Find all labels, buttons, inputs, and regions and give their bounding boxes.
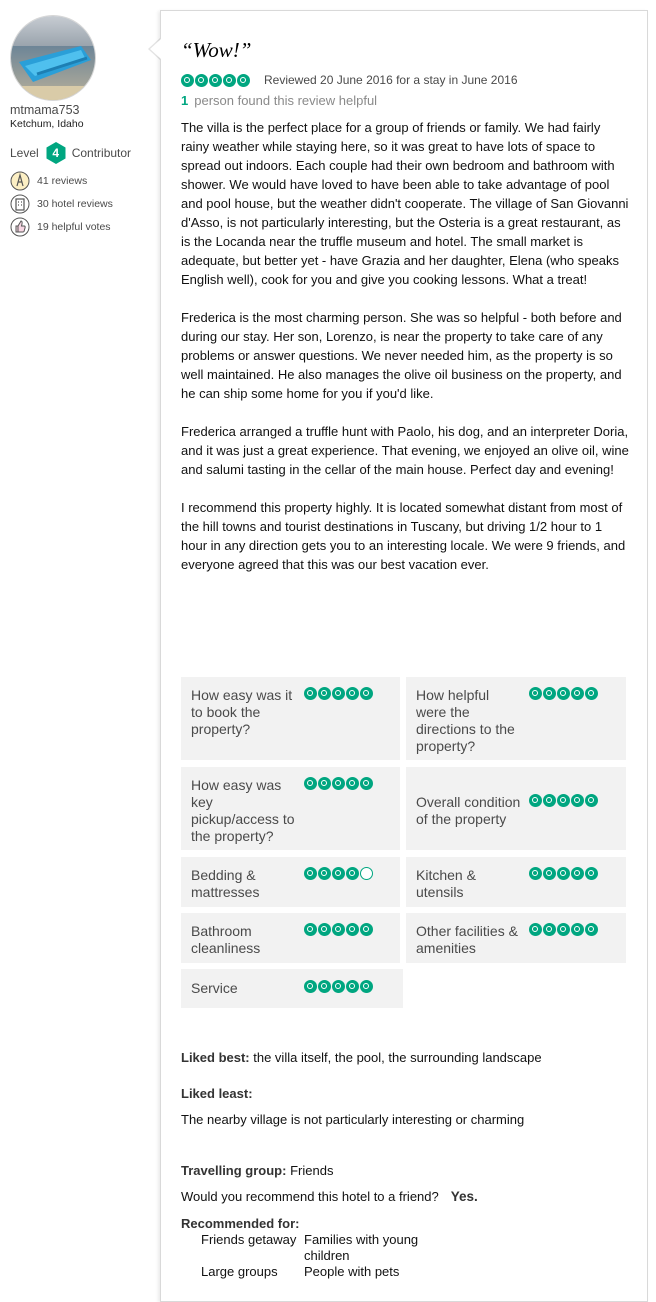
subrating-condition [406, 767, 626, 850]
rating-bubble-filled-icon [209, 74, 222, 87]
rating-bubble-filled-icon [571, 867, 584, 880]
rating-bubble-filled-icon [360, 923, 373, 936]
review-body [181, 118, 629, 593]
contributor-level [10, 142, 131, 164]
recommend-question: Would you recommend this hotel to a friend? [181, 1189, 439, 1204]
rating-bubble-filled-icon [181, 74, 194, 87]
subrating-label: Bathroom cleanliness [191, 923, 261, 956]
rating-bubble-filled-icon [304, 687, 317, 700]
subrating-booking [181, 677, 400, 760]
rating-bubble-filled-icon [529, 794, 542, 807]
rating-bubble-filled-icon [332, 777, 345, 790]
recommended-for-label-row [181, 1216, 299, 1231]
recommended-for-item: Large groups [201, 1264, 278, 1279]
rating-bubble-filled-icon [571, 687, 584, 700]
subrating-label: How easy was key pickup/access to the property? [191, 777, 295, 844]
rating-bubble-filled-icon [346, 687, 359, 700]
recommend-answer: Yes. [450, 1189, 478, 1204]
stat-reviews[interactable] [10, 171, 87, 191]
subrating-other-facilities [406, 913, 626, 963]
rating-bubble-filled-icon [571, 923, 584, 936]
rating-bubble-filled-icon [346, 867, 359, 880]
rating-bubble-filled-icon [346, 923, 359, 936]
rating-bubble-filled-icon [318, 980, 331, 993]
liked-least-text: The nearby village is not particularly interesting or charming [181, 1112, 525, 1127]
rating-bubble-filled-icon [223, 74, 236, 87]
review-paragraph: The villa is the perfect place for a group of friends or family. We had fairly rainy weather while staying here, so it was great to have lots of space to spread out indoors. Each couple had their own bedroom and bathroom with shower. We would have loved to have been able to take advantage of pool and pool house, but the weather didn't cooperate. The village of San Giovanni d'Asso, is not particularly interesting, but the Osteria is a great restaurant, as is the Locanda near the truffle museum and hotel. The small market is adequate, but better yet - have Grazia and her daughter, Elena (who speaks English well), cook for you and give you cooking lessons. What a treat! [181, 120, 629, 287]
rating-bubble-filled-icon [318, 923, 331, 936]
subrating-service [181, 969, 403, 1008]
stat-hotel-reviews-text: 30 hotel reviews [37, 198, 113, 210]
liked-least-label-row [181, 1086, 253, 1101]
rating-bubble-filled-icon [571, 794, 584, 807]
subrating-bubbles [529, 867, 599, 880]
recommend-row [181, 1189, 478, 1204]
rating-bubble-filled-icon [318, 867, 331, 880]
avatar[interactable] [11, 16, 95, 100]
subrating-bubbles [304, 687, 374, 700]
level-badge-icon [46, 142, 66, 164]
rating-bubble-filled-icon [360, 777, 373, 790]
review-date: Reviewed 20 June 2016 for a stay in June 2016 [264, 73, 518, 87]
rating-bubble-filled-icon [360, 980, 373, 993]
rating-bubble-filled-icon [529, 923, 542, 936]
subrating-label: How helpful were the directions to the property? [416, 687, 515, 754]
rating-bubble-filled-icon [585, 923, 598, 936]
subrating-bubbles [304, 980, 374, 993]
subrating-key-pickup [181, 767, 400, 850]
recommended-for-item: Families with young children [304, 1232, 419, 1263]
rating-bubble-filled-icon [557, 794, 570, 807]
subrating-directions [406, 677, 626, 760]
helpful-count-line [181, 93, 377, 108]
subrating-bubbles [529, 923, 599, 936]
level-suffix: Contributor [71, 146, 132, 160]
helpful-count: 1 [181, 93, 189, 108]
rating-bubble-filled-icon [304, 923, 317, 936]
subrating-bubbles [304, 867, 374, 880]
subrating-bubbles [529, 687, 599, 700]
subrating-label: Overall condition of the property [416, 794, 521, 827]
travelling-group-value: Friends [290, 1163, 334, 1178]
stat-reviews-text: 41 reviews [37, 175, 88, 187]
subrating-bubbles [304, 777, 374, 790]
rating-bubble-filled-icon [346, 980, 359, 993]
avatar-image [11, 16, 95, 100]
level-label: Level [10, 146, 39, 160]
review-paragraph: I recommend this property highly. It is located somewhat distant from most of the hill towns and tourist destinations in Tuscany, but driving 1/2 hour to 1 hour in any direction gets you to an interesting locale. We were 9 friends, and everyone agreed that this was our best vacation ever. [181, 500, 626, 572]
rating-bubble-filled-icon [529, 867, 542, 880]
review-rating-line [181, 73, 518, 87]
subrating-label: Other facilities & amenities [416, 923, 518, 956]
rating-bubble-filled-icon [332, 687, 345, 700]
recommended-for-label: Recommended for: [181, 1216, 300, 1231]
subrating-label: Service [191, 980, 238, 996]
subrating-bedding [181, 857, 400, 907]
rating-bubble-filled-icon [543, 687, 556, 700]
subrating-bubbles [529, 794, 599, 807]
rating-bubble-filled-icon [585, 867, 598, 880]
subrating-bubbles [304, 923, 374, 936]
rating-bubble-filled-icon [585, 687, 598, 700]
thumbs-up-icon [10, 217, 30, 237]
rating-bubble-filled-icon [529, 687, 542, 700]
liked-best-text: the villa itself, the pool, the surrounding landscape [253, 1050, 542, 1065]
rating-bubble-filled-icon [318, 777, 331, 790]
liked-best-label: Liked best: [181, 1050, 250, 1065]
rating-bubble-filled-icon [543, 867, 556, 880]
rating-bubble-filled-icon [318, 687, 331, 700]
rating-bubble-filled-icon [585, 794, 598, 807]
helpful-text: person found this review helpful [194, 93, 378, 108]
review-paragraph: Frederica arranged a truffle hunt with Paolo, his dog, and an interpreter Doria, and it was just a great experience. That evening, we enjoyed an olive oil, wine and salumi tasting in the cellar of the main house. Perfect day and evening! [181, 424, 629, 477]
card-pointer-inner [150, 39, 161, 59]
stat-hotel-reviews[interactable] [10, 194, 113, 214]
recommended-for-item: Friends getaway [201, 1232, 297, 1247]
rating-bubble-filled-icon [543, 923, 556, 936]
username[interactable]: mtmama753 [10, 103, 80, 117]
travelling-group [181, 1163, 333, 1178]
review-card [160, 10, 648, 1302]
subrating-kitchen [406, 857, 626, 907]
subrating-label: Kitchen & utensils [416, 867, 476, 900]
travelling-group-label: Travelling group: [181, 1163, 287, 1178]
level-number: 4 [52, 146, 60, 160]
rating-bubble-filled-icon [557, 687, 570, 700]
subrating-label: How easy was it to book the property? [191, 687, 293, 737]
hotel-building-icon [10, 194, 30, 214]
subrating-bathroom [181, 913, 400, 963]
rating-bubble-filled-icon [304, 980, 317, 993]
stat-helpful-votes-text: 19 helpful votes [37, 221, 111, 233]
rating-bubble-filled-icon [332, 923, 345, 936]
review-rating-bubbles [181, 74, 251, 87]
rating-bubble-filled-icon [557, 923, 570, 936]
member-location: Ketchum, Idaho [10, 118, 84, 130]
recommended-for-item: People with pets [304, 1264, 400, 1279]
liked-least-label: Liked least: [181, 1086, 253, 1101]
review-title[interactable]: “Wow!” [181, 38, 252, 62]
rating-bubble-filled-icon [332, 980, 345, 993]
rating-bubble-filled-icon [360, 687, 373, 700]
rating-bubble-filled-icon [304, 867, 317, 880]
rating-bubble-empty-icon [360, 867, 373, 880]
stat-helpful-votes[interactable] [10, 217, 111, 237]
rating-bubble-filled-icon [237, 74, 250, 87]
review-paragraph: Frederica is the most charming person. She was so helpful - both before and during our stay. Her son, Lorenzo, is near the property to take care of any problems or answer questions. We never needed him, as the property is so well maintained. He also manages the olive oil business on the property, and he can ship some home for you if you'd like. [181, 310, 622, 401]
rating-bubble-filled-icon [346, 777, 359, 790]
rating-bubble-filled-icon [332, 867, 345, 880]
liked-best [181, 1050, 542, 1065]
rating-bubble-filled-icon [543, 794, 556, 807]
pen-review-icon [10, 171, 30, 191]
rating-bubble-filled-icon [557, 867, 570, 880]
subrating-label: Bedding & mattresses [191, 867, 260, 900]
rating-bubble-filled-icon [304, 777, 317, 790]
rating-bubble-filled-icon [195, 74, 208, 87]
